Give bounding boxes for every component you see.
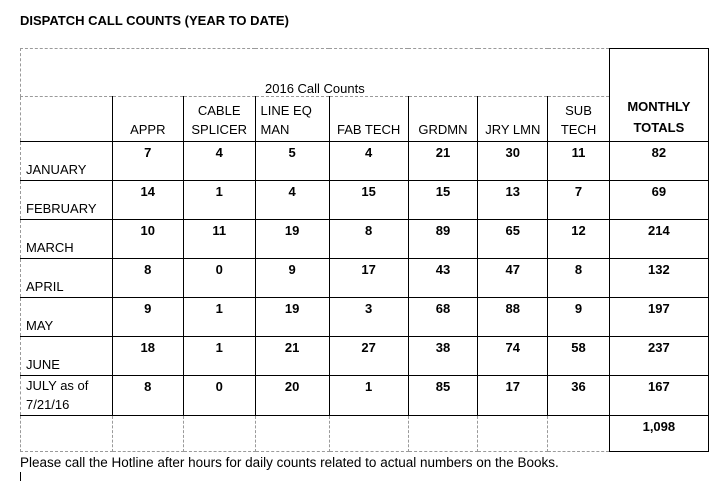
month-label-line1: JANUARY xyxy=(26,162,87,177)
month-label-line1: JUNE xyxy=(26,357,60,372)
monthly-total-value: 69 xyxy=(651,184,667,199)
monthly-total-value: 167 xyxy=(648,379,670,394)
count-value: 19 xyxy=(284,223,300,238)
monthly-total-cell xyxy=(609,259,708,298)
count-value: 15 xyxy=(361,184,376,199)
month-label-line1: APRIL xyxy=(26,279,64,294)
count-cell xyxy=(478,337,548,376)
count-cell xyxy=(548,142,609,181)
hotline-note: Please call the Hotline after hours for daily counts related to actual numbers on the Books. xyxy=(20,455,559,470)
count-value: 74 xyxy=(505,340,520,355)
count-cell xyxy=(408,376,478,416)
count-cell xyxy=(255,298,329,337)
count-cell xyxy=(548,337,609,376)
count-cell xyxy=(478,259,548,298)
count-cell xyxy=(183,337,255,376)
count-cell xyxy=(408,259,478,298)
count-value: 18 xyxy=(140,340,155,355)
blank-cell xyxy=(548,416,609,452)
count-cell xyxy=(183,181,255,220)
table-row xyxy=(21,337,709,376)
table-row xyxy=(21,220,709,259)
monthly-total-value: 237 xyxy=(648,340,670,355)
count-value: 9 xyxy=(144,301,152,316)
month-cell xyxy=(21,298,113,337)
count-value: 17 xyxy=(361,262,376,277)
count-cell xyxy=(112,220,183,259)
count-cell xyxy=(112,298,183,337)
count-cell xyxy=(255,259,329,298)
blank-cell xyxy=(183,416,255,452)
column-header xyxy=(408,97,478,142)
count-cell xyxy=(548,376,609,416)
table-row xyxy=(21,181,709,220)
count-value: 10 xyxy=(140,223,155,238)
grand-total-value: 1,098 xyxy=(642,419,676,434)
column-header-line1: LINE EQ xyxy=(260,103,312,118)
count-value: 1 xyxy=(365,379,373,394)
count-value: 4 xyxy=(365,145,373,160)
count-cell xyxy=(255,142,329,181)
table-row xyxy=(21,376,709,416)
monthly-total-value: 214 xyxy=(648,223,670,238)
count-value: 43 xyxy=(435,262,451,277)
column-header xyxy=(255,97,329,142)
count-value: 3 xyxy=(365,301,373,316)
monthly-total-cell xyxy=(609,376,708,416)
count-value: 1 xyxy=(215,184,223,199)
count-cell xyxy=(478,220,548,259)
count-cell xyxy=(255,220,329,259)
month-cell xyxy=(21,337,113,376)
month-label-line1: MAY xyxy=(26,318,54,333)
count-value: 21 xyxy=(284,340,300,355)
count-cell xyxy=(478,142,548,181)
column-header-line2: FAB TECH xyxy=(336,122,401,137)
count-cell xyxy=(548,298,609,337)
count-cell xyxy=(183,298,255,337)
count-value: 88 xyxy=(505,301,520,316)
monthly-total-cell xyxy=(609,220,708,259)
column-header xyxy=(478,97,548,142)
count-cell xyxy=(329,298,408,337)
month-cell xyxy=(21,220,113,259)
column-header-line2: GRDMN xyxy=(418,122,468,137)
count-value: 0 xyxy=(215,379,223,394)
count-cell xyxy=(112,376,183,416)
blank-cell xyxy=(478,416,548,452)
count-value: 1 xyxy=(215,301,223,316)
count-cell xyxy=(329,181,408,220)
count-value: 11 xyxy=(571,145,586,160)
count-cell xyxy=(329,142,408,181)
count-value: 68 xyxy=(435,301,451,316)
count-cell xyxy=(183,220,255,259)
month-label-line1: FEBRUARY xyxy=(26,201,97,216)
count-value: 11 xyxy=(212,223,227,238)
monthly-total-cell xyxy=(609,298,708,337)
count-cell xyxy=(112,337,183,376)
grand-total-row xyxy=(21,416,709,452)
column-header-line2: MAN xyxy=(260,122,290,137)
grand-total-cell xyxy=(609,416,708,452)
year-label: 2016 Call Counts xyxy=(265,81,365,96)
count-value: 38 xyxy=(435,340,451,355)
count-value: 4 xyxy=(288,184,296,199)
count-value: 47 xyxy=(505,262,520,277)
count-value: 8 xyxy=(144,379,152,394)
count-value: 0 xyxy=(215,262,223,277)
monthly-total-value: 82 xyxy=(651,145,667,160)
text-cursor xyxy=(20,472,21,481)
column-header-line1: SUB xyxy=(565,103,592,118)
count-value: 21 xyxy=(435,145,451,160)
table-row xyxy=(21,298,709,337)
count-value: 89 xyxy=(435,223,451,238)
count-value: 7 xyxy=(574,184,583,199)
count-value: 7 xyxy=(144,145,152,160)
monthly-totals-header xyxy=(609,49,708,142)
count-value: 85 xyxy=(435,379,451,394)
count-value: 8 xyxy=(365,223,373,238)
column-header-line1: CABLE xyxy=(197,103,241,118)
count-value: 13 xyxy=(505,184,520,199)
month-label-line2: 7/21/16 xyxy=(26,397,70,412)
page-title: DISPATCH CALL COUNTS (YEAR TO DATE) xyxy=(20,13,289,28)
count-cell xyxy=(478,181,548,220)
count-value: 9 xyxy=(574,301,583,316)
count-value: 8 xyxy=(574,262,583,277)
count-value: 65 xyxy=(505,223,520,238)
column-header-line2: SPLICER xyxy=(191,122,248,137)
count-cell xyxy=(548,259,609,298)
column-header-line2: APPR xyxy=(130,122,166,137)
blank-cell xyxy=(408,416,478,452)
count-value: 58 xyxy=(571,340,586,355)
count-cell xyxy=(548,181,609,220)
count-cell xyxy=(255,181,329,220)
count-value: 8 xyxy=(144,262,152,277)
count-cell xyxy=(478,298,548,337)
column-header-line2: JRY LMN xyxy=(485,122,541,137)
count-cell xyxy=(408,181,478,220)
monthly-totals-header-line1: MONTHLY xyxy=(627,99,691,114)
count-cell xyxy=(329,259,408,298)
column-header xyxy=(112,97,183,142)
monthly-total-cell xyxy=(609,181,708,220)
count-cell xyxy=(408,220,478,259)
monthly-total-cell xyxy=(609,337,708,376)
blank-cell xyxy=(329,416,408,452)
monthly-total-cell xyxy=(609,142,708,181)
monthly-total-value: 197 xyxy=(648,301,670,316)
count-value: 36 xyxy=(571,379,586,394)
table-row xyxy=(21,259,709,298)
count-value: 14 xyxy=(140,184,155,199)
count-cell xyxy=(329,376,408,416)
month-header-cell xyxy=(21,97,113,142)
month-cell xyxy=(21,142,113,181)
count-value: 4 xyxy=(215,145,223,160)
count-cell xyxy=(329,220,408,259)
count-cell xyxy=(183,142,255,181)
count-cell xyxy=(408,337,478,376)
blank-cell xyxy=(255,416,329,452)
count-cell xyxy=(112,142,183,181)
blank-cell xyxy=(112,416,183,452)
count-cell xyxy=(183,376,255,416)
column-header xyxy=(548,97,609,142)
count-value: 27 xyxy=(361,340,376,355)
column-header xyxy=(329,97,408,142)
count-cell xyxy=(112,181,183,220)
count-value: 9 xyxy=(288,262,296,277)
count-value: 30 xyxy=(505,145,520,160)
count-cell xyxy=(408,298,478,337)
month-cell xyxy=(21,181,113,220)
count-cell xyxy=(408,142,478,181)
month-label-line1: MARCH xyxy=(26,240,74,255)
count-value: 12 xyxy=(571,223,586,238)
call-counts-table xyxy=(20,48,709,452)
count-value: 20 xyxy=(284,379,300,394)
count-value: 1 xyxy=(215,340,223,355)
count-cell xyxy=(255,337,329,376)
column-header-row xyxy=(21,97,709,142)
column-header xyxy=(183,97,255,142)
count-cell xyxy=(548,220,609,259)
month-cell xyxy=(21,259,113,298)
count-cell xyxy=(255,376,329,416)
count-cell xyxy=(329,337,408,376)
monthly-totals-header-line2: TOTALS xyxy=(633,120,685,135)
count-cell xyxy=(183,259,255,298)
count-value: 19 xyxy=(284,301,300,316)
count-value: 5 xyxy=(288,145,296,160)
count-value: 17 xyxy=(505,379,520,394)
monthly-total-value: 132 xyxy=(648,262,670,277)
blank-cell xyxy=(21,416,113,452)
month-cell xyxy=(21,376,113,416)
count-value: 15 xyxy=(435,184,451,199)
table-row xyxy=(21,142,709,181)
count-cell xyxy=(112,259,183,298)
year-row xyxy=(21,49,709,97)
count-cell xyxy=(478,376,548,416)
column-header-line2: TECH xyxy=(560,122,597,137)
year-label-cell xyxy=(21,49,610,97)
month-label-line1: JULY as of xyxy=(26,378,89,393)
